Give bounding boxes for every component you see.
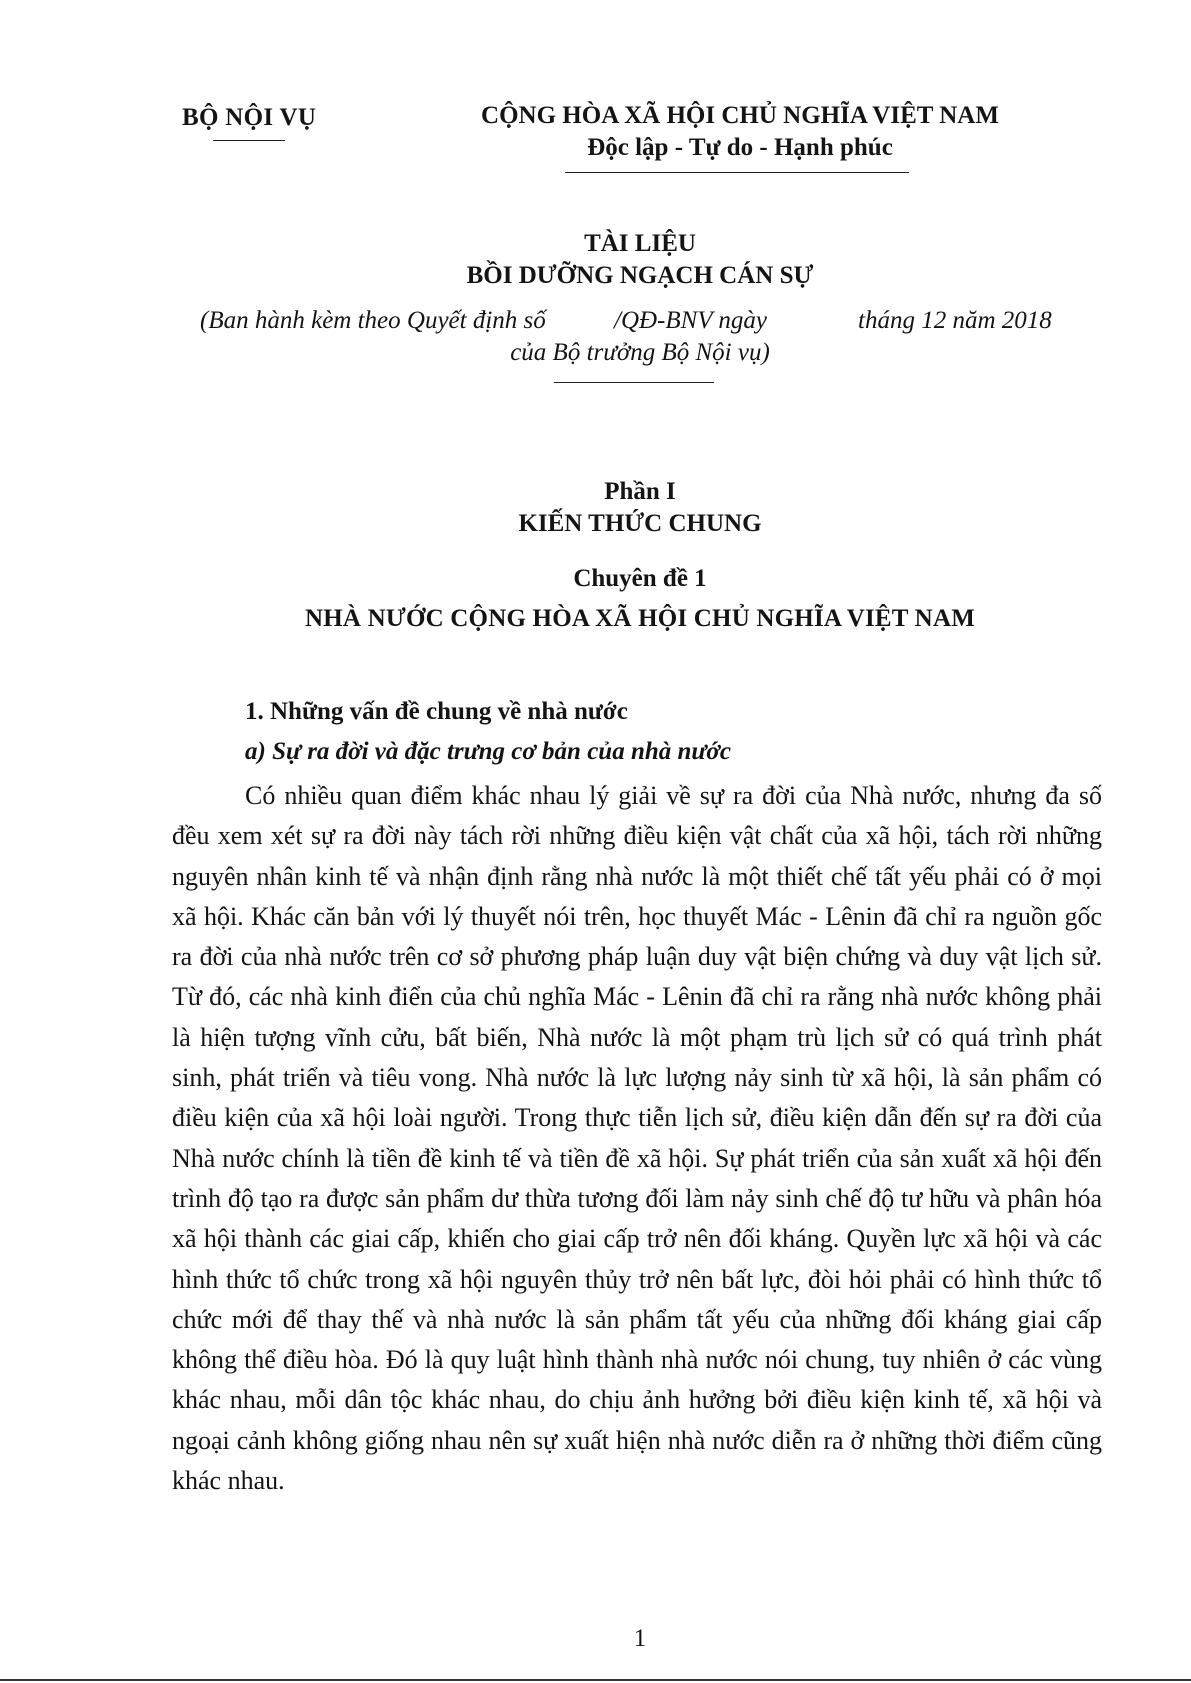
document-title: TÀI LIỆU xyxy=(584,230,696,257)
issuance-note-line1 xyxy=(200,307,1080,341)
body-paragraph: Có nhiều quan điểm khác nhau lý giải về sự ra đời của Nhà nước, nhưng đa số đều xem xét sự ra đời này tách rời những điều kiện vật chất của xã hội, tách rời những nguyên nhân kinh tế và nhận định rằng nhà nước là một thiết chế tất yếu phải có ở mọi xã hội. Khác căn bản với lý thuyết nói trên, học thuyết Mác - Lênin đã chỉ ra nguồn gốc ra đời của nhà nước trên cơ sở phương pháp luận duy vật biện chứng và duy vật lịch sử. Từ đó, các nhà kinh điển của chủ nghĩa Mác - Lênin đã chỉ ra rằng nhà nước không phải là hiện tượng vĩnh cửu, bất biến, Nhà nước là một phạm trù lịch sử có quá trình phát sinh, phát triển và tiêu vong. Nhà nước là lực lượng nảy sinh từ xã hội, là sản phẩm có điều kiện của xã hội loài người. Trong thực tiễn lịch sử, điều kiện dẫn đến sự ra đời của Nhà nước chính là tiền đề kinh tế và tiền đề xã hội. Sự phát triển của sản xuất xã hội đến trình độ tạo ra được sản phẩm dư thừa tương đối làm nảy sinh chế độ tư hữu và phân hóa xã hội thành các giai cấp, khiến cho giai cấp trở nên đối kháng. Quyền lực xã hội và các hình thức tổ chức trong xã hội nguyên thủy trở nên bất lực, đòi hỏi phải có hình thức tổ chức mới để thay thế và nhà nước là sản phẩm tất yếu của những đối kháng giai cấp không thể điều hòa. Đó là quy luật hình thành nhà nước nói chung, tuy nhiên ở các vùng khác nhau, mỗi dân tộc khác nhau, do chịu ảnh hưởng bởi điều kiện kinh tế, xã hội và ngoại cảnh không giống nhau nên sự xuất hiện nhà nước diễn ra ở những thời điểm cũng khác nhau. xyxy=(172,781,1102,1496)
issuance-decision-number: /QĐ-BNV ngày xyxy=(614,307,767,334)
ministry-underline xyxy=(213,140,285,141)
issuance-decision-prefix: (Ban hành kèm theo Quyết định số xyxy=(200,307,546,334)
part-label: Phần I xyxy=(604,478,676,505)
section-heading: 1. Những vấn đề chung về nhà nước xyxy=(245,698,628,725)
ministry-name: BỘ NỘI VỤ xyxy=(182,104,317,131)
issuance-note-line2: của Bộ trưởng Bộ Nội vụ) xyxy=(510,339,770,366)
issuance-date: tháng 12 năm 2018 xyxy=(858,307,1052,334)
issuance-underline xyxy=(554,382,714,383)
subsection-heading: a) Sự ra đời và đặc trưng cơ bản của nhà nước xyxy=(245,738,731,765)
country-name: CỘNG HÒA XÃ HỘI CHỦ NGHĨA VIỆT NAM xyxy=(481,102,999,129)
page-number: 1 xyxy=(633,1625,647,1652)
topic-label: Chuyên đề 1 xyxy=(573,565,707,592)
motto-underline xyxy=(565,172,909,173)
part-title: KIẾN THỨC CHUNG xyxy=(518,510,762,537)
scan-bottom-edge xyxy=(0,1679,1191,1681)
topic-title: NHÀ NƯỚC CỘNG HÒA XÃ HỘI CHỦ NGHĨA VIỆT NAM xyxy=(305,605,975,632)
national-motto: Độc lập - Tự do - Hạnh phúc xyxy=(587,134,893,161)
document-subtitle: BỒI DƯỠNG NGẠCH CÁN SỰ xyxy=(466,262,814,289)
